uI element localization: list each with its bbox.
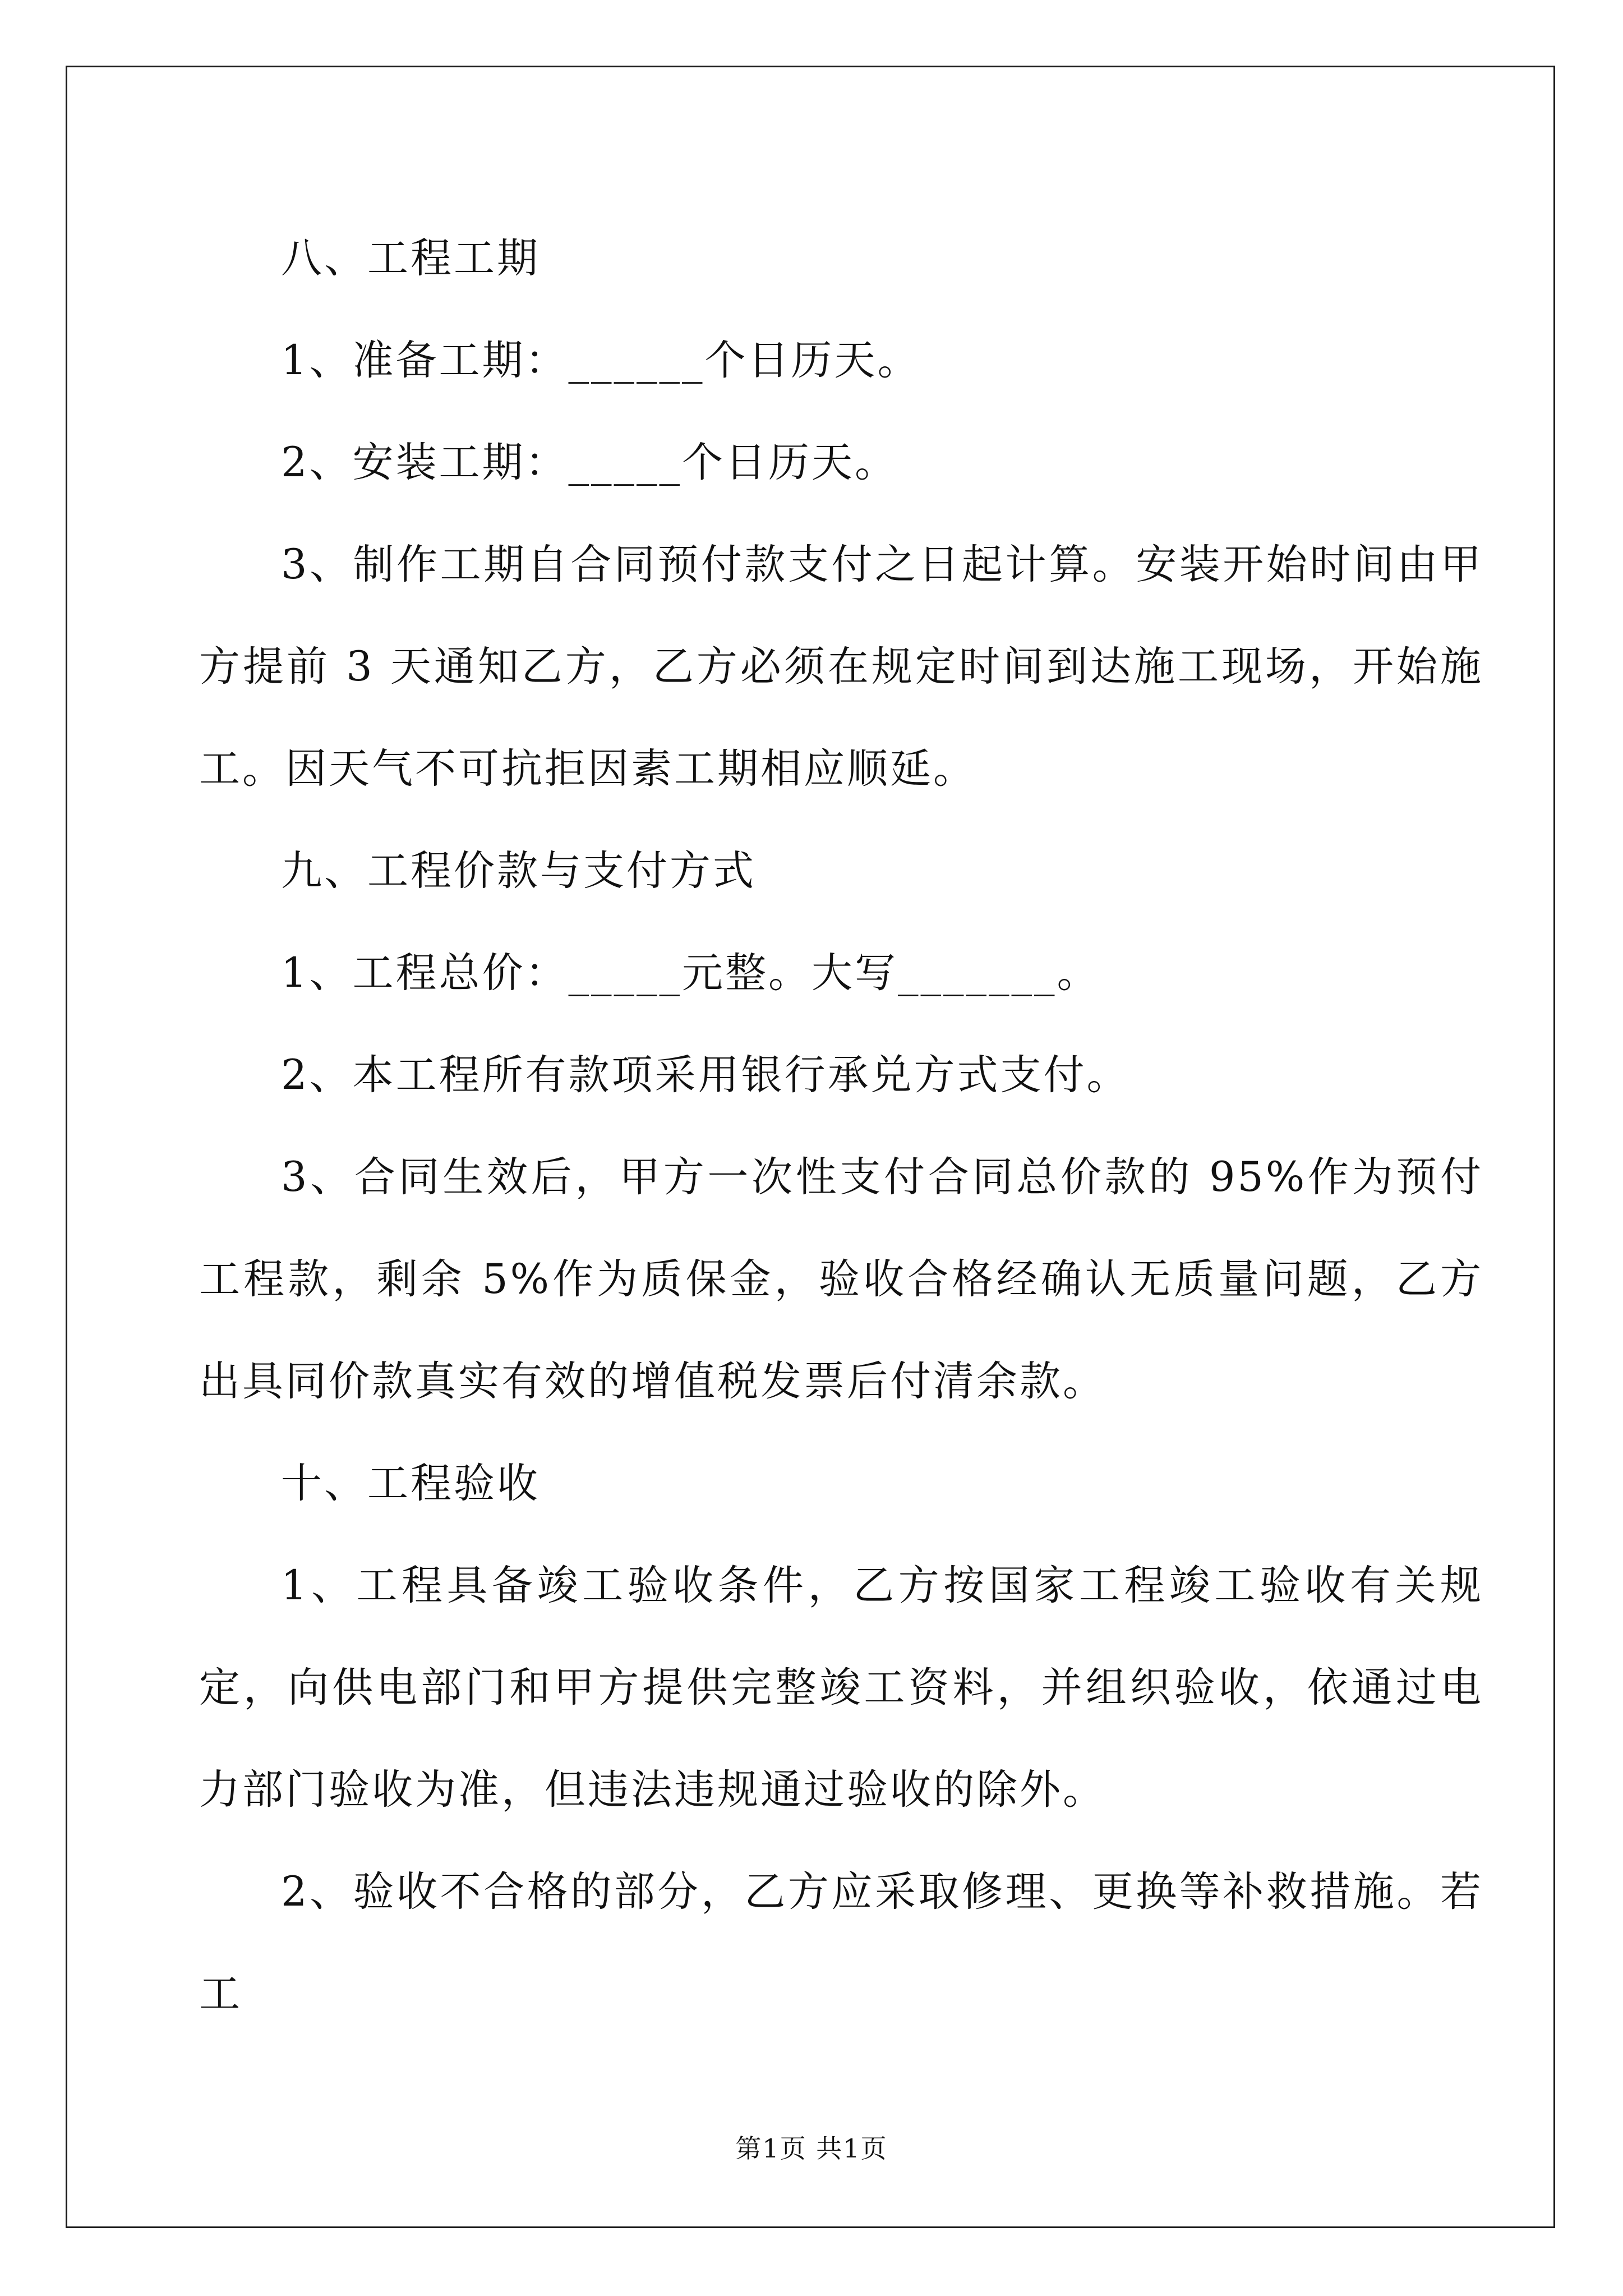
paragraph-preparation-period: 1、准备工期：______个日历天。	[281, 337, 921, 384]
section-heading-acceptance: 十、工程验收	[281, 1460, 540, 1507]
section-heading-payment: 九、工程价款与支付方式	[281, 847, 756, 895]
paragraph-schedule-start: 3、制作工期自合同预付款支付之日起计算。安装开始时间由甲方提前 3 天通知乙方，乙方必须在规定时间到达施工现场，开始施工。因天气不可抗拒因素工期相应顺延。	[199, 541, 1483, 793]
paragraph-total-price: 1、工程总价：_____元整。大写_______。	[281, 949, 1100, 997]
paragraph-payment-method: 2、本工程所有款项采用银行承兑方式支付。	[281, 1051, 1130, 1099]
paragraph-acceptance-failure: 2、验收不合格的部分，乙方应采取修理、更换等补救措施。若工	[199, 1868, 1483, 2018]
paragraph-installation-period: 2、安装工期：_____个日历天。	[281, 439, 898, 486]
section-heading-schedule: 八、工程工期	[281, 234, 540, 282]
document-body	[199, 208, 1483, 2045]
page-footer: 第1页 共1页	[735, 2133, 888, 2164]
paragraph-acceptance-conditions: 1、工程具备竣工验收条件，乙方按国家工程竣工验收有关规定，向供电部门和甲方提供完整竣工资料，并组织验收，依通过电力部门验收为准，但违法违规通过验收的除外。	[199, 1562, 1483, 1814]
paragraph-payment-terms: 3、合同生效后，甲方一次性支付合同总价款的 95%作为预付工程款，剩余 5%作为质保金，验收合格经确认无质量问题，乙方出具同价款真实有效的增值税发票后付清余款。	[199, 1153, 1483, 1405]
